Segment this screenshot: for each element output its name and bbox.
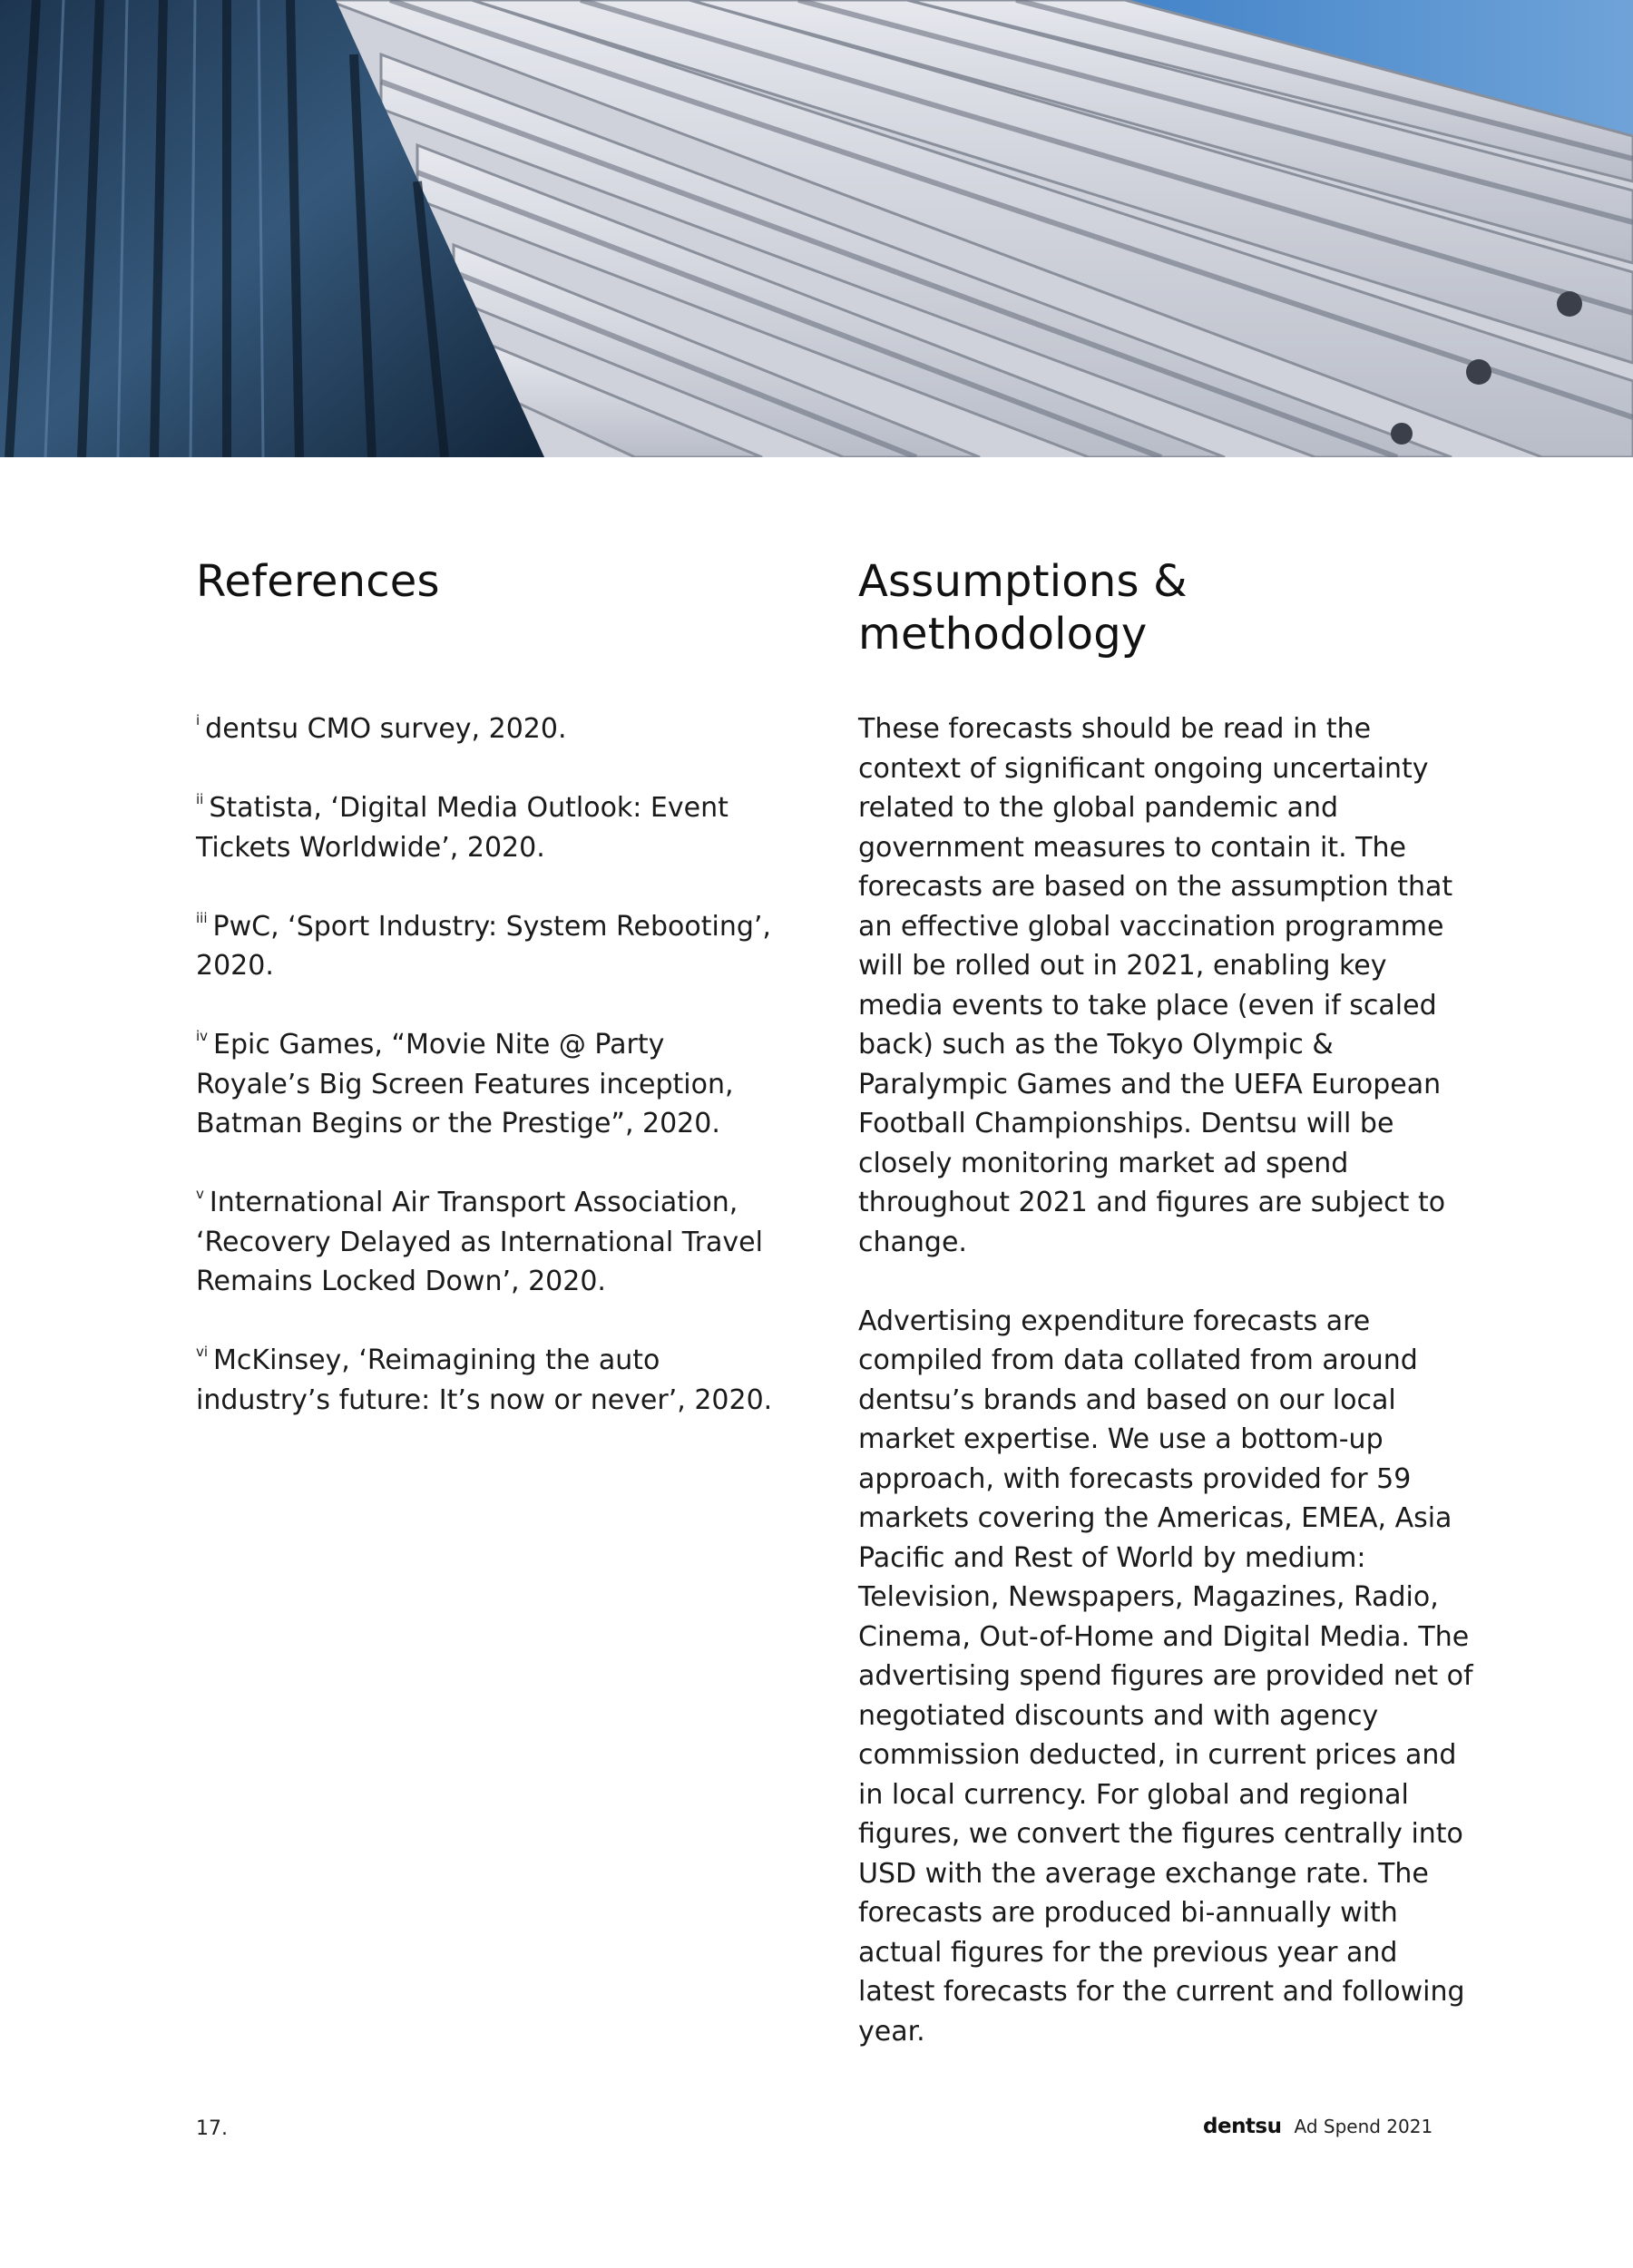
reference-marker: vi [196, 1344, 209, 1360]
references-heading: References [196, 556, 440, 607]
methodology-paragraph: Advertising expenditure forecasts are compiled from data collated from around dentsu’s brands and based on our local market expertise. We use a bottom-up approach, with forecasts provided for 59 markets covering the Americas, EMEA, Asia Pacific and Rest of World by medium: Television, Newspapers, Magazines, Radio, Cinema, Out-of-Home and Digital Media. The advertising spend figures are provided net of negotiated discounts and with agency commission deducted, in current prices and in local currency. For global and regional figures, we convert the figures centrally into USD with the average exchange rate. The forecasts are produced bi-annually with actual figures for the previous year and latest forecasts for the current and following year. [858, 1305, 1473, 2048]
architecture-photo [0, 0, 1633, 457]
reference-text: Epic Games, “Movie Nite @ Party Royale’s Big Screen Features inception, Batman Begins or the Prestige”, 2020. [196, 1029, 734, 1139]
reference-item [196, 1341, 786, 1420]
reference-item [196, 907, 786, 986]
reference-marker: iv [196, 1028, 209, 1044]
reference-marker: i [196, 712, 200, 728]
reference-marker: ii [196, 791, 204, 807]
footer-brand [1203, 2115, 1433, 2138]
reference-text: dentsu CMO survey, 2020. [205, 713, 567, 745]
reference-text: International Air Transport Association, ‘Recovery Delayed as International Travel Remains Locked Down’, 2020. [196, 1187, 763, 1297]
reference-item [196, 1183, 786, 1302]
reference-item [196, 788, 786, 867]
reference-text: McKinsey, ‘Reimagining the auto industry’s future: It’s now or never’, 2020. [196, 1344, 773, 1416]
page-number: 17. [196, 2117, 228, 2140]
methodology-heading-line2: methodology [858, 609, 1148, 660]
reference-marker: v [196, 1186, 204, 1202]
methodology-heading-line1: Assumptions & [858, 556, 1188, 607]
methodology-heading [858, 555, 1475, 660]
reference-item [196, 709, 786, 749]
reference-item [196, 1025, 786, 1144]
reference-text: Statista, ‘Digital Media Outlook: Event Tickets Worldwide’, 2020. [196, 792, 728, 864]
hero-image [0, 0, 1633, 457]
methodology-section [858, 555, 1475, 2091]
references-list [196, 709, 786, 1420]
dentsu-logo: dentsu [1203, 2115, 1282, 2138]
methodology-body [858, 709, 1475, 2051]
reference-text: PwC, ‘Sport Industry: System Rebooting’, 2020. [196, 910, 771, 982]
methodology-paragraph: These forecasts should be read in the context of significant ongoing uncertainty related to the global pandemic and government measures to contain it. The forecasts are based on the assumption that an effective global vaccination programme will be rolled out in 2021, enabling key media events to take place (even if scaled back) such as the Tokyo Olympic & Paralympic Games and the UEFA European Football Championships. Dentsu will be closely monitoring market ad spend throughout 2021 and figures are subject to change. [858, 713, 1453, 1258]
publication-title: Ad Spend 2021 [1294, 2116, 1433, 2137]
reference-marker: iii [196, 909, 208, 926]
references-section [196, 555, 786, 1460]
